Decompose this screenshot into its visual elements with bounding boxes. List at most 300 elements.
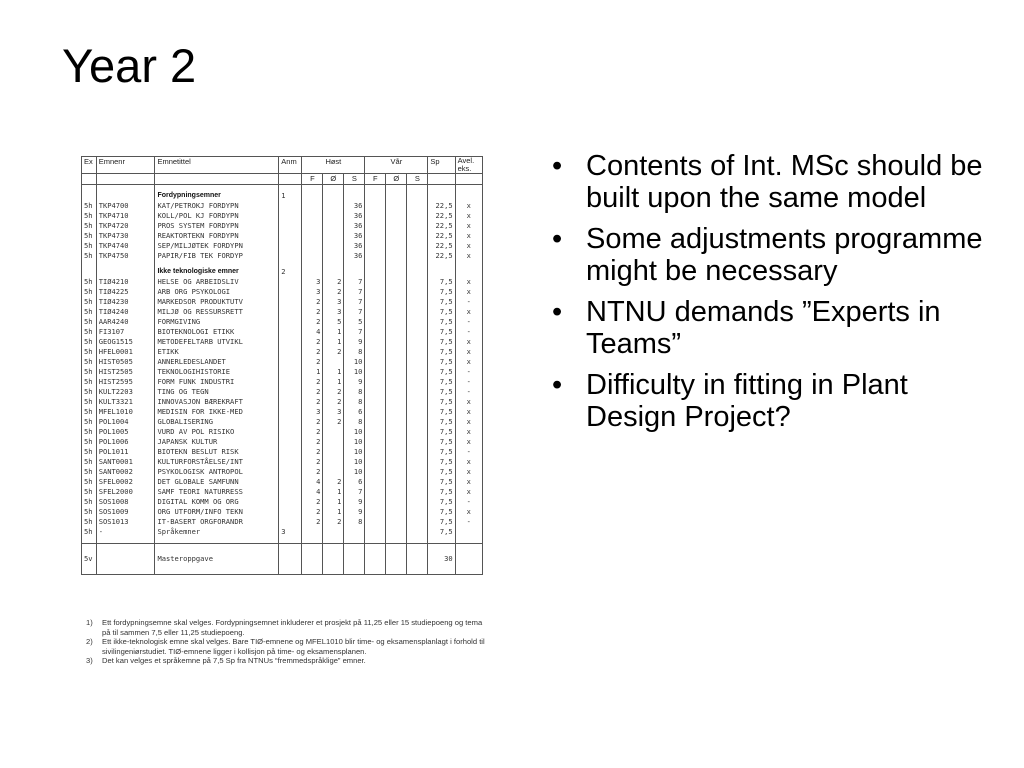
table-cell: 6	[344, 407, 365, 417]
table-cell: 22,5	[428, 211, 455, 221]
table-cell: 7,5	[428, 287, 455, 297]
table-cell	[279, 241, 302, 251]
header-ex: Ex	[82, 157, 97, 174]
table-cell	[365, 527, 386, 537]
table-cell	[407, 477, 428, 487]
table-cell	[386, 507, 407, 517]
table-row	[82, 231, 483, 241]
table-cell	[407, 357, 428, 367]
table-cell: 22,5	[428, 231, 455, 241]
table-cell: 2	[302, 377, 323, 387]
table-cell	[407, 347, 428, 357]
table-cell: 2	[302, 517, 323, 527]
table-cell	[279, 317, 302, 327]
table-cell: 5h	[82, 307, 97, 317]
table-cell: 22,5	[428, 251, 455, 261]
table-cell	[407, 317, 428, 327]
table-cell: FORM FUNK INDUSTRI	[155, 377, 279, 387]
table-cell: x	[455, 427, 482, 437]
table-cell: GLOBALISERING	[155, 417, 279, 427]
table-cell: ETIKK	[155, 347, 279, 357]
table-cell	[407, 327, 428, 337]
table-cell	[386, 297, 407, 307]
table-cell: 2	[302, 467, 323, 477]
table-row	[82, 527, 483, 537]
table-cell	[407, 277, 428, 287]
table-cell	[386, 427, 407, 437]
bullet-item	[548, 296, 1003, 360]
table-cell	[455, 544, 482, 575]
table-cell: HIST2595	[96, 377, 155, 387]
table-cell: 5h	[82, 487, 97, 497]
table-cell	[365, 297, 386, 307]
table-cell	[386, 337, 407, 347]
table-cell	[386, 527, 407, 537]
table-cell: -	[455, 517, 482, 527]
table-cell: 7	[344, 277, 365, 287]
table-cell	[279, 347, 302, 357]
table-cell: SOS1013	[96, 517, 155, 527]
table-cell: x	[455, 251, 482, 261]
table-cell	[386, 397, 407, 407]
table-cell: SFEL2000	[96, 487, 155, 497]
table-cell	[386, 387, 407, 397]
table-cell: SOS1008	[96, 497, 155, 507]
table-cell: x	[455, 457, 482, 467]
bullet-text: Some adjustments programme might be necessary	[586, 223, 983, 287]
table-row	[82, 317, 483, 327]
table-cell	[407, 527, 428, 537]
table-cell	[279, 407, 302, 417]
table-cell: 1	[302, 367, 323, 377]
table-cell: 8	[344, 517, 365, 527]
table-cell: SFEL0002	[96, 477, 155, 487]
table-cell: 7,5	[428, 357, 455, 367]
table-row	[82, 467, 483, 477]
table-cell	[323, 241, 344, 251]
table-cell: TEKNOLOGIHISTORIE	[155, 367, 279, 377]
table-cell	[365, 201, 386, 211]
table-cell	[365, 337, 386, 347]
table-cell	[323, 527, 344, 537]
table-cell	[365, 277, 386, 287]
table-cell	[407, 467, 428, 477]
table-cell: 2	[302, 447, 323, 457]
table-cell	[323, 457, 344, 467]
table-cell: x	[455, 407, 482, 417]
table-row	[82, 447, 483, 457]
footnote	[86, 656, 486, 666]
table-cell: 3	[323, 307, 344, 317]
table-cell: 5h	[82, 437, 97, 447]
table-cell	[386, 241, 407, 251]
bullet-item	[548, 369, 1003, 433]
table-cell	[386, 437, 407, 447]
table-cell: 5h	[82, 477, 97, 487]
table-cell	[386, 487, 407, 497]
table-cell	[407, 417, 428, 427]
table-cell: -	[455, 367, 482, 377]
table-row	[82, 377, 483, 387]
table-cell: TIØ4230	[96, 297, 155, 307]
table-cell: 2	[302, 417, 323, 427]
table-cell	[407, 497, 428, 507]
table-cell: 6	[344, 477, 365, 487]
table-cell	[323, 231, 344, 241]
section-anm: 1	[279, 191, 302, 201]
table-cell: x	[455, 231, 482, 241]
table-cell	[365, 397, 386, 407]
table-cell: 7,5	[428, 377, 455, 387]
table-cell: 2	[302, 357, 323, 367]
table-cell	[386, 447, 407, 457]
table-cell: 5h	[82, 417, 97, 427]
bullet-item	[548, 150, 1003, 214]
table-cell: x	[455, 211, 482, 221]
table-cell: 2	[302, 347, 323, 357]
table-cell	[407, 517, 428, 527]
table-cell	[323, 221, 344, 231]
table-cell: 3	[302, 287, 323, 297]
header-avel: Avel. eks.	[455, 157, 482, 174]
table-cell: 7,5	[428, 317, 455, 327]
table-cell: 7,5	[428, 347, 455, 357]
table-cell	[365, 241, 386, 251]
table-cell: 7,5	[428, 387, 455, 397]
table-cell: 7,5	[428, 467, 455, 477]
table-cell: 8	[344, 417, 365, 427]
table-cell: 9	[344, 377, 365, 387]
table-row	[82, 544, 483, 575]
table-cell: x	[455, 287, 482, 297]
table-cell: 2	[302, 337, 323, 347]
table-cell: 8	[344, 347, 365, 357]
table-cell: x	[455, 417, 482, 427]
table-row	[82, 211, 483, 221]
footnote-text: Det kan velges et språkemne på 7,5 Sp fra NTNUs “fremmedspråklige” emner.	[102, 656, 366, 666]
table-cell: 30	[428, 544, 455, 575]
table-cell	[344, 527, 365, 537]
table-cell: KAT/PETROKJ FORDYPN	[155, 201, 279, 211]
table-cell	[365, 427, 386, 437]
table-cell: 1	[323, 367, 344, 377]
table-cell: 9	[344, 507, 365, 517]
table-cell: 7,5	[428, 367, 455, 377]
table-cell: 10	[344, 457, 365, 467]
table-cell	[279, 367, 302, 377]
table-cell: MFEL1010	[96, 407, 155, 417]
table-cell	[365, 367, 386, 377]
table-cell: 5h	[82, 387, 97, 397]
table-cell: POL1006	[96, 437, 155, 447]
table-cell	[365, 347, 386, 357]
table-cell	[279, 417, 302, 427]
table-cell	[323, 544, 344, 575]
table-row	[82, 337, 483, 347]
table-cell: 5h	[82, 277, 97, 287]
table-cell	[386, 251, 407, 261]
table-cell: TKP4730	[96, 231, 155, 241]
course-table	[81, 156, 483, 600]
table-cell	[279, 201, 302, 211]
table-cell: 2	[323, 287, 344, 297]
table-cell	[407, 287, 428, 297]
table-cell	[365, 327, 386, 337]
table-cell: 5h	[82, 517, 97, 527]
header-emnetittel: Emnetittel	[155, 157, 279, 174]
header-host-f: F	[302, 174, 323, 185]
table-cell: 2	[323, 277, 344, 287]
table-cell: FORMGIVING	[155, 317, 279, 327]
table-row	[82, 477, 483, 487]
table-cell: -	[455, 317, 482, 327]
table-cell: 2	[302, 427, 323, 437]
table-cell	[323, 251, 344, 261]
table-cell: x	[455, 437, 482, 447]
table-cell	[279, 251, 302, 261]
table-cell: 10	[344, 447, 365, 457]
table-cell	[365, 417, 386, 427]
table-cell: 36	[344, 221, 365, 231]
table-row	[82, 487, 483, 497]
table-cell: -	[455, 387, 482, 397]
table-cell: GEOG1515	[96, 337, 155, 347]
table-cell	[386, 201, 407, 211]
table-cell	[386, 477, 407, 487]
table-cell	[365, 477, 386, 487]
table-cell: POL1004	[96, 417, 155, 427]
footnote-text: Ett ikke-teknologisk emne skal velges. Bare TIØ-emnene og MFEL1010 blir time- og eksamensplanlagt i forhold til sivilingeniørstudiet. TIØ-emnene ligger i kollisjon på time- og eksamensplanen.	[102, 637, 485, 656]
table-cell	[386, 457, 407, 467]
table-row	[82, 357, 483, 367]
table-cell: MEDISIN FOR IKKE-MED	[155, 407, 279, 417]
table-cell: PAPIR/FIB TEK FORDYP	[155, 251, 279, 261]
table-cell	[323, 357, 344, 367]
table-cell	[365, 231, 386, 241]
table-cell: 5v	[82, 544, 97, 575]
table-cell	[279, 457, 302, 467]
footnote-number: 3)	[86, 656, 93, 666]
table-cell: 2	[323, 477, 344, 487]
table-cell: 4	[302, 477, 323, 487]
table-row	[82, 241, 483, 251]
table-cell: 7	[344, 307, 365, 317]
bullet-list	[548, 150, 1003, 442]
table-cell	[386, 287, 407, 297]
table-cell	[407, 297, 428, 307]
table-cell	[279, 377, 302, 387]
table-cell	[386, 221, 407, 231]
table-cell	[302, 211, 323, 221]
section-anm: 2	[279, 267, 302, 277]
table-cell	[302, 221, 323, 231]
bullet-marker: •	[552, 150, 563, 182]
table-cell	[407, 507, 428, 517]
table-cell: 5h	[82, 347, 97, 357]
table-cell: x	[455, 487, 482, 497]
table-cell: JAPANSK KULTUR	[155, 437, 279, 447]
table-cell: 5h	[82, 397, 97, 407]
table-cell: 4	[302, 327, 323, 337]
table-cell	[279, 467, 302, 477]
bullet-text: Difficulty in fitting in Plant Design Project?	[586, 369, 908, 433]
table-cell: 36	[344, 251, 365, 261]
table-cell: 5h	[82, 337, 97, 347]
table-cell: 4	[302, 487, 323, 497]
table-cell: DIGITAL KOMM OG ORG	[155, 497, 279, 507]
table-row	[82, 201, 483, 211]
table-cell	[386, 307, 407, 317]
table-cell	[365, 377, 386, 387]
section-header-row	[82, 267, 483, 277]
table-cell: -	[455, 327, 482, 337]
table-cell: 7,5	[428, 447, 455, 457]
table-cell: 7,5	[428, 407, 455, 417]
table-cell: REAKTORTEKN FORDYPN	[155, 231, 279, 241]
table-cell: 1	[323, 337, 344, 347]
table-cell: 2	[302, 497, 323, 507]
table-cell: 3	[302, 407, 323, 417]
table-cell: 7,5	[428, 437, 455, 447]
table-row	[82, 407, 483, 417]
table-cell	[407, 337, 428, 347]
table-cell: ARB ORG PSYKOLOGI	[155, 287, 279, 297]
table-cell: 7,5	[428, 277, 455, 287]
table-cell: 7,5	[428, 527, 455, 537]
table-cell: KOLL/POL KJ FORDYPN	[155, 211, 279, 221]
table-cell: BIOTEKNOLOGI ETIKK	[155, 327, 279, 337]
table-cell: 7	[344, 297, 365, 307]
table-cell: 5h	[82, 297, 97, 307]
table-cell: TKP4720	[96, 221, 155, 231]
table-cell	[279, 387, 302, 397]
table-cell: 5h	[82, 221, 97, 231]
table-cell: 7,5	[428, 297, 455, 307]
table-cell: 5h	[82, 327, 97, 337]
table-cell	[407, 437, 428, 447]
table-cell	[365, 317, 386, 327]
table-cell	[365, 544, 386, 575]
table-cell	[279, 437, 302, 447]
table-cell	[407, 407, 428, 417]
table-cell: x	[455, 201, 482, 211]
table-cell: 1	[323, 497, 344, 507]
bullet-item	[548, 223, 1003, 287]
table-cell	[365, 497, 386, 507]
table-cell	[386, 367, 407, 377]
table-cell: FI3107	[96, 327, 155, 337]
table-cell: 5h	[82, 367, 97, 377]
table-cell: 10	[344, 427, 365, 437]
table-cell: 7,5	[428, 507, 455, 517]
table-cell	[279, 277, 302, 287]
table-cell: 7,5	[428, 427, 455, 437]
table-row	[82, 297, 483, 307]
table-cell: SEP/MILJØTEK FORDYPN	[155, 241, 279, 251]
table-cell: 5h	[82, 201, 97, 211]
table-cell	[302, 251, 323, 261]
table-cell: 1	[323, 487, 344, 497]
table-cell: TIØ4210	[96, 277, 155, 287]
table-cell: 10	[344, 437, 365, 447]
table-cell	[302, 231, 323, 241]
table-cell	[279, 231, 302, 241]
table-cell: 5h	[82, 357, 97, 367]
table-cell	[407, 447, 428, 457]
table-cell: -	[455, 447, 482, 457]
table-cell	[407, 211, 428, 221]
table-cell: 5h	[82, 407, 97, 417]
table-cell	[279, 517, 302, 527]
table-row	[82, 347, 483, 357]
table-cell: 2	[302, 297, 323, 307]
table-cell	[323, 211, 344, 221]
table-cell: TKP4750	[96, 251, 155, 261]
table-cell	[323, 467, 344, 477]
bullet-text: Contents of Int. MSc should be built upon the same model	[586, 150, 983, 214]
table-cell	[279, 487, 302, 497]
table-row	[82, 327, 483, 337]
table-cell	[386, 277, 407, 287]
table-cell	[386, 544, 407, 575]
table-cell	[407, 377, 428, 387]
table-cell	[365, 307, 386, 317]
table-cell: 2	[323, 387, 344, 397]
table-cell: 2	[302, 317, 323, 327]
table-cell: 3	[302, 277, 323, 287]
table-cell: 7	[344, 287, 365, 297]
table-cell	[365, 211, 386, 221]
table-cell: 2	[323, 417, 344, 427]
table-cell	[365, 221, 386, 231]
table-cell: 7,5	[428, 497, 455, 507]
table-cell	[386, 347, 407, 357]
table-row	[82, 427, 483, 437]
table-cell: SANT0002	[96, 467, 155, 477]
table-cell	[407, 367, 428, 377]
table-cell	[407, 387, 428, 397]
table-cell: HELSE OG ARBEIDSLIV	[155, 277, 279, 287]
table-cell: 2	[302, 387, 323, 397]
table-cell	[407, 201, 428, 211]
table-cell	[365, 507, 386, 517]
table-cell	[279, 297, 302, 307]
table-cell: 7,5	[428, 307, 455, 317]
table-cell: 3	[323, 407, 344, 417]
table-cell	[279, 507, 302, 517]
table-cell: 2	[302, 397, 323, 407]
table-cell: 7,5	[428, 397, 455, 407]
table-cell	[279, 337, 302, 347]
table-cell: PROS SYSTEM FORDYPN	[155, 221, 279, 231]
table-cell	[365, 387, 386, 397]
header-var: Vår	[365, 157, 428, 174]
table-cell	[407, 457, 428, 467]
header-anm: Anm	[279, 157, 302, 174]
table-cell: x	[455, 347, 482, 357]
footnotes	[86, 618, 486, 666]
table-cell: 2	[302, 437, 323, 447]
table-cell: x	[455, 467, 482, 477]
table-cell: MARKEDSOR PRODUKTUTV	[155, 297, 279, 307]
table-cell	[407, 397, 428, 407]
table-cell: POL1011	[96, 447, 155, 457]
table-cell: ANNERLEDESLANDET	[155, 357, 279, 367]
table-cell: 22,5	[428, 241, 455, 251]
table-cell: IT-BASERT ORGFORANDR	[155, 517, 279, 527]
table-cell: PSYKOLOGISK ANTROPOL	[155, 467, 279, 477]
table-cell: KULTURFORSTÅELSE/INT	[155, 457, 279, 467]
